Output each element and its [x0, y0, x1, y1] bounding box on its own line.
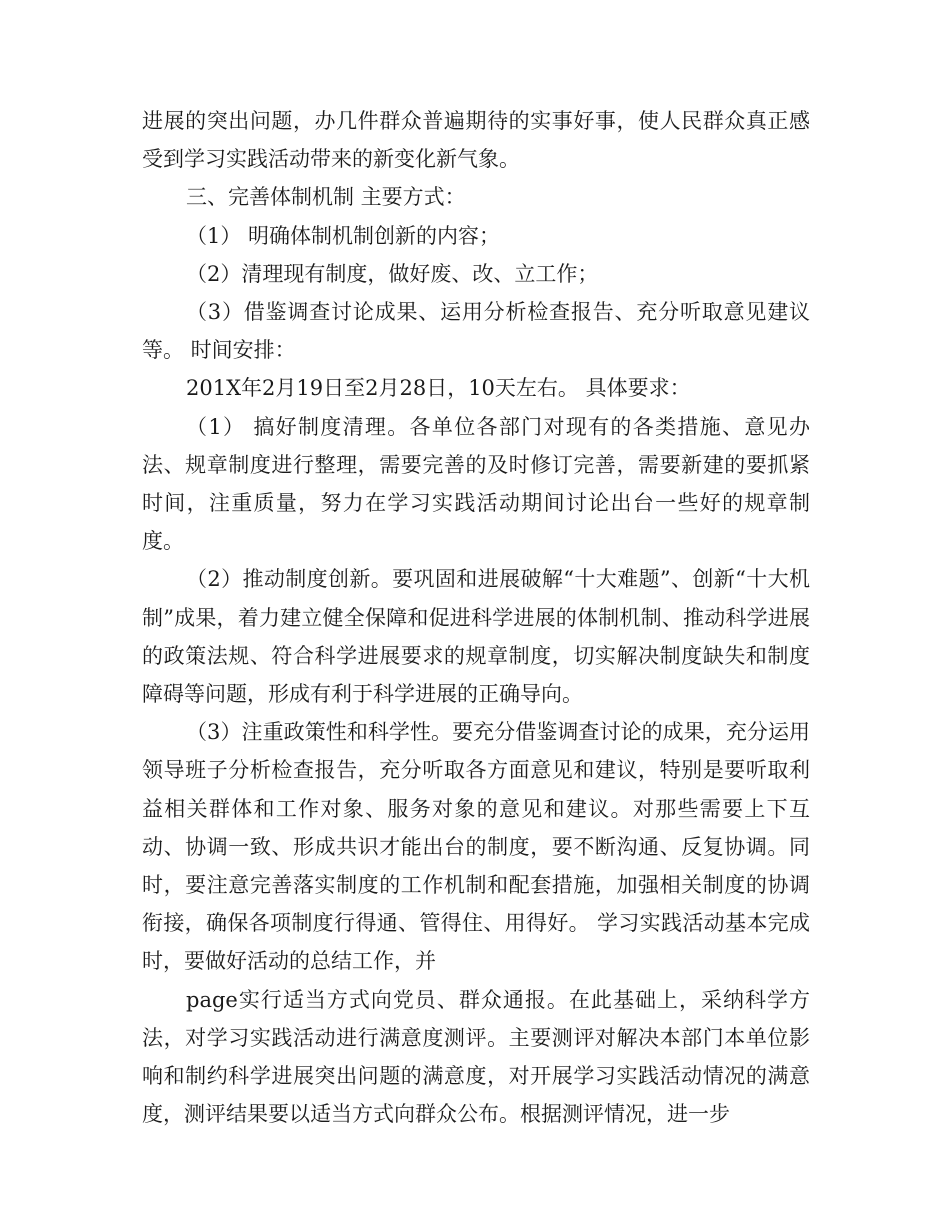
paragraph-4: （2）清理现有制度，做好废、改、立工作；	[186, 261, 599, 286]
paragraph-1: 进展的突出问题，办几件群众普遍期待的实事好事，使人民群众真正感受到学习实践活动带来的新变化新气象。	[142, 109, 810, 172]
paragraph-6: 201X年2月19日至2月28日，10天左右。 具体要求：	[186, 376, 691, 401]
paragraph-9: （3）注重政策性和科学性。要充分借鉴调查讨论的成果，充分运用领导班子分析检查报告，充分听取各方面意见和建议，特别是要听取利益相关群体和工作对象、服务对象的意见和建议。对那些需要上下互动、协调一致、形成共识才能出台的制度，要不断沟通、反复协调。同时，要注意完善落实制度的工作机制和配套措施，加强相关制度的协调衔接，确保各项制度行得通、管得住、用得好。 学习实践活动基本完成时，要做好活动的总结工作，并	[142, 720, 810, 974]
paragraph-7: （1） 搞好制度清理。各单位各部门对现有的各类措施、意见办法、规章制度进行整理，需要完善的及时修订完善，需要新建的要抓紧时间，注重质量，努力在学习实践活动期间讨论出台一些好的规章制度。	[142, 414, 810, 554]
paragraph-2: 三、完善体制机制 主要方式：	[186, 185, 466, 210]
paragraph-10: page实行适当方式向党员、群众通报。在此基础上，采纳科学方法，对学习实践活动进行满意度测评。主要测评对解决本部门本单位影响和制约科学进展突出问题的满意度，对开展学习实践活动情况的满意度，测评结果要以适当方式向群众公布。根据测评情况，进一步	[142, 987, 810, 1127]
paragraph-5: （3）借鉴调查讨论成果、运用分析检查报告、充分听取意见建议等。 时间安排：	[142, 300, 810, 363]
document-body	[142, 102, 810, 1133]
paragraph-3: （1） 明确体制机制创新的内容；	[186, 223, 501, 248]
paragraph-8: （2）推动制度创新。要巩固和进展破解“十大难题”、创新“十大机制”成果，着力建立健全保障和促进科学进展的体制机制、推动科学进展的政策法规、符合科学进展要求的规章制度，切实解决制度缺失和制度障碍等问题，形成有利于科学进展的正确导向。	[142, 567, 810, 707]
